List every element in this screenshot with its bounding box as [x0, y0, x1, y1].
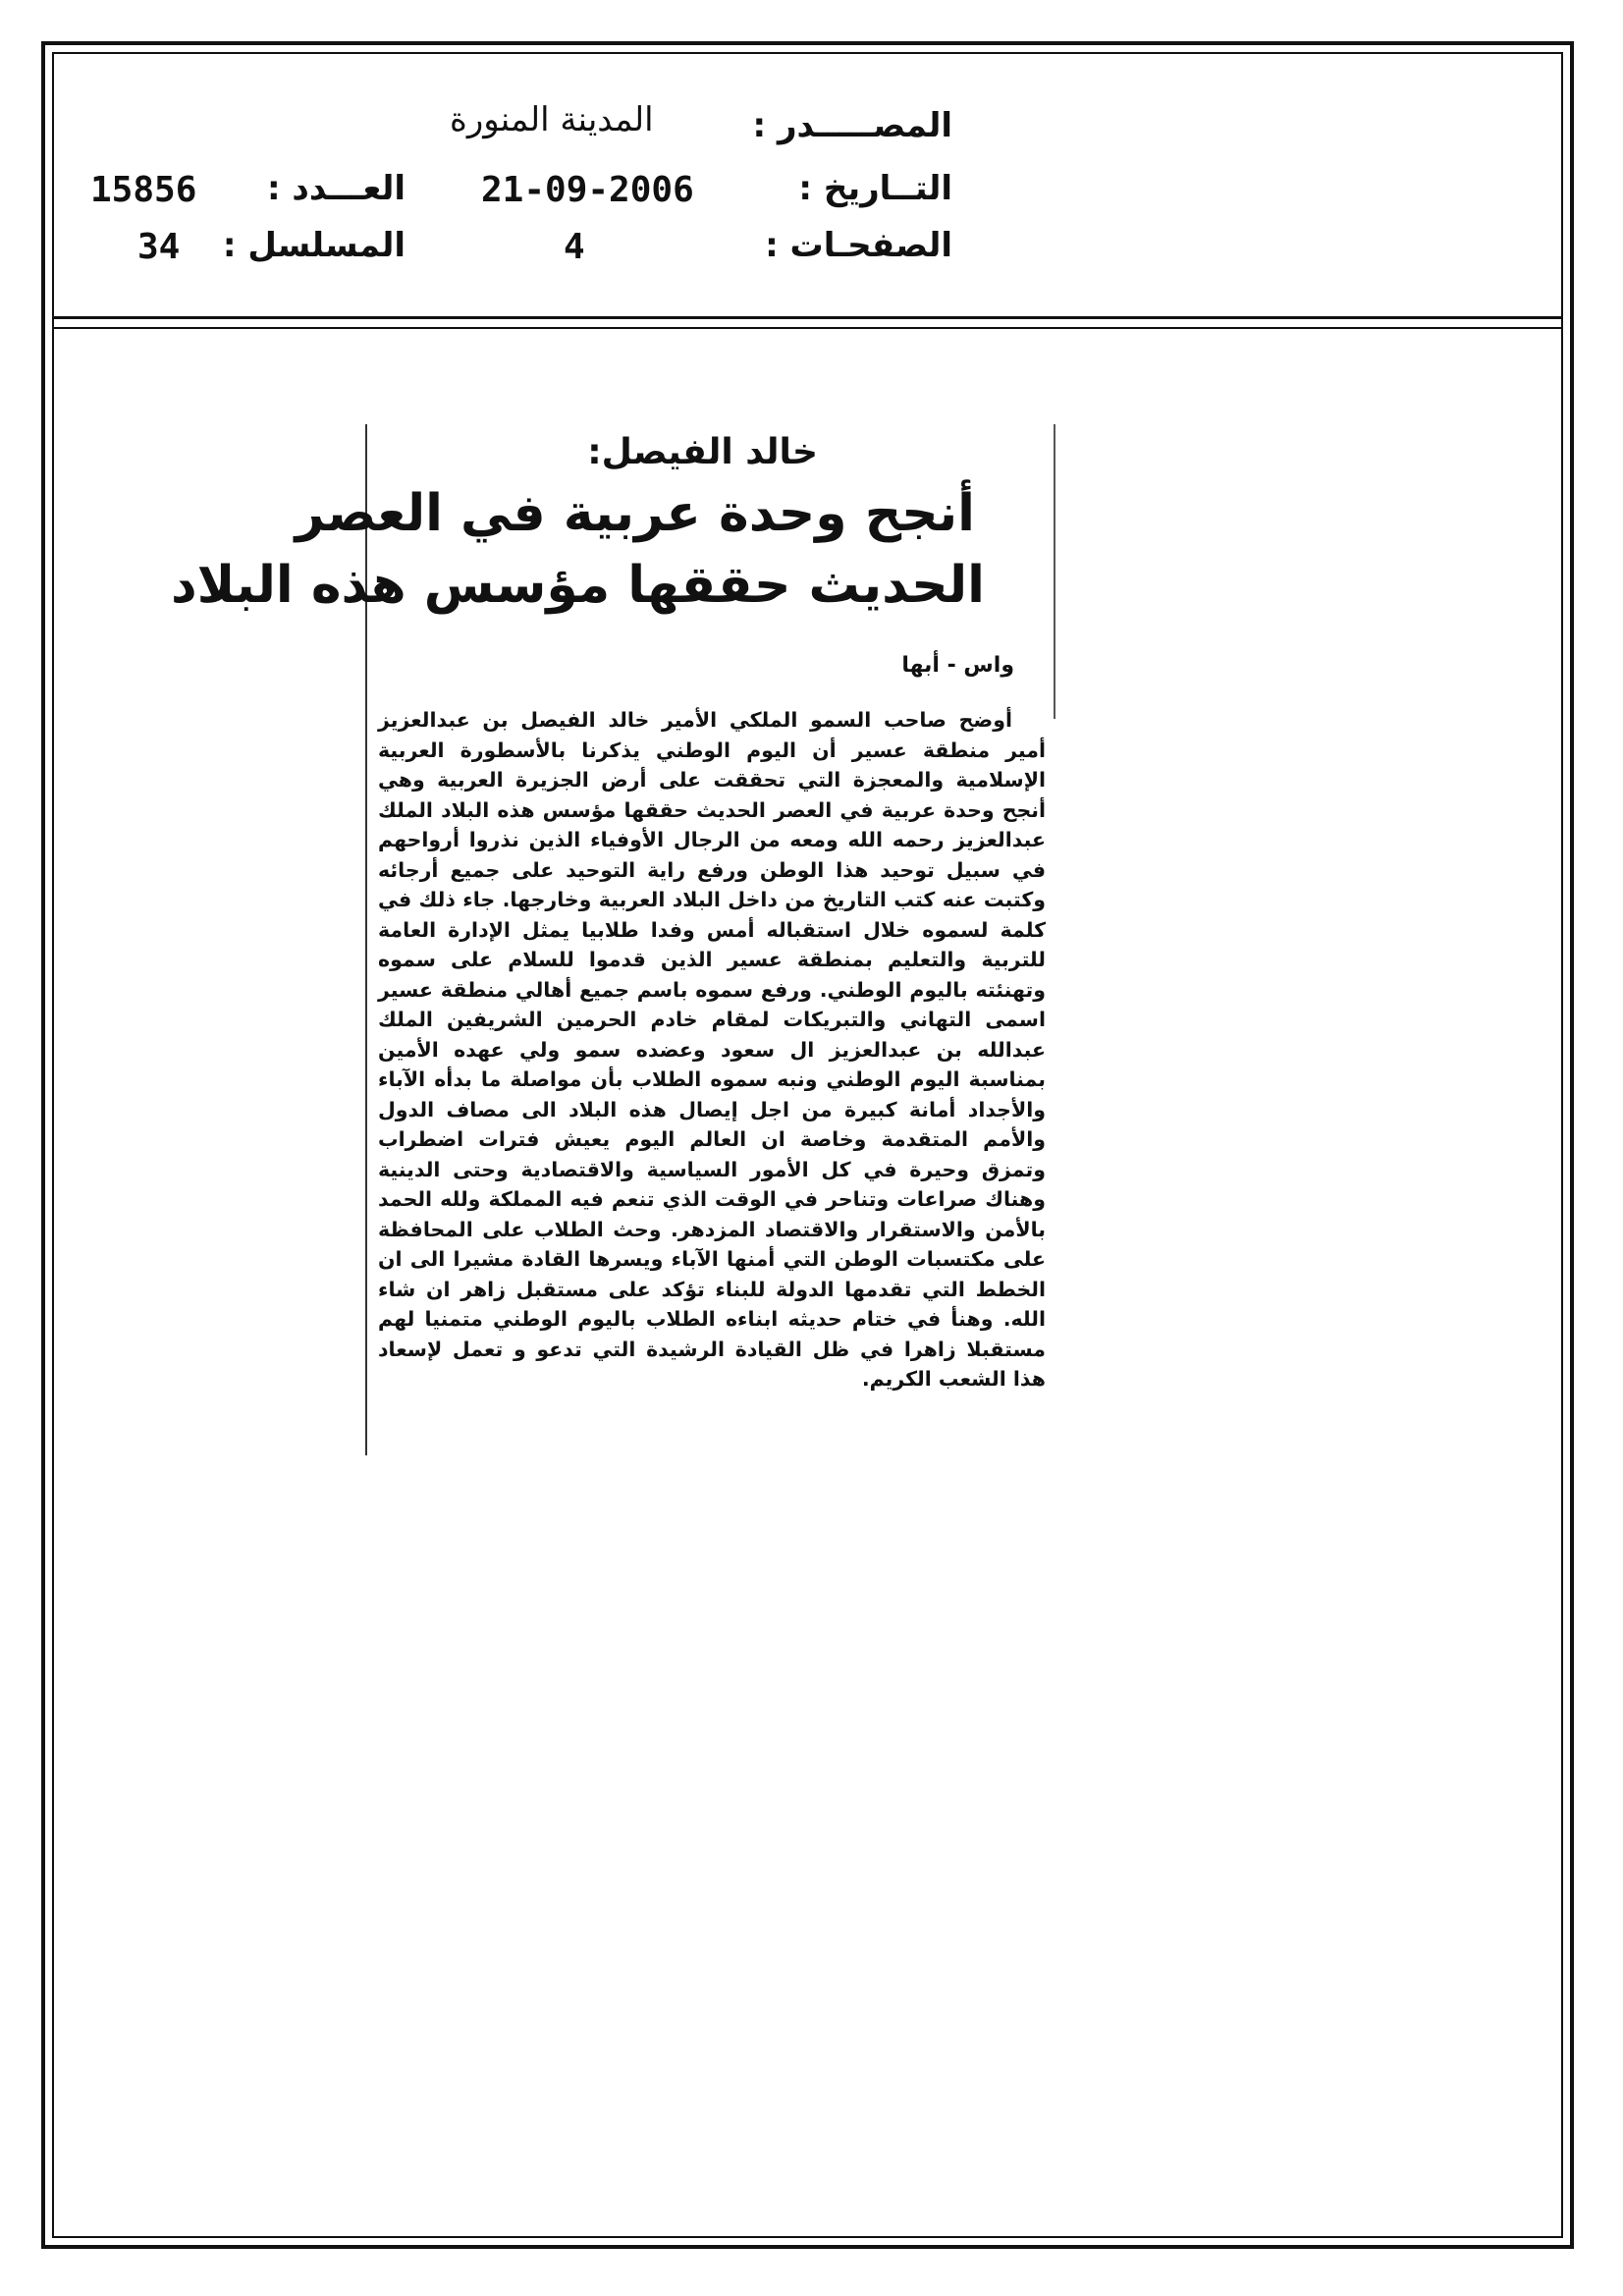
source-value: المدينة المنورة: [450, 100, 654, 139]
header-divider: [52, 316, 1563, 319]
article-byline: واس - أبها: [901, 653, 1014, 678]
article-body: [378, 705, 1046, 1394]
pages-value: 4: [564, 227, 585, 267]
header-divider-secondary: [52, 327, 1563, 329]
article-kicker: خالد الفيصل:: [587, 432, 818, 472]
date-value: 21-09-2006: [481, 170, 694, 210]
clipping-edge-right: [1054, 424, 1055, 719]
date-label: التــاريخ :: [798, 169, 952, 208]
source-label: المصـــــدر :: [752, 106, 952, 145]
pages-label: الصفحـات :: [765, 226, 952, 265]
issue-value: 15856: [90, 170, 197, 210]
serial-label: المسلسل :: [222, 226, 406, 265]
article-body-paragraph: أوضح صاحب السمو الملكي الأمير خالد الفيصل بن عبدالعزيز أمير منطقة عسير أن اليوم الوطني يذكرنا بالأسطورة العربية الإسلامية والمعجزة التي تحققت على أرض الجزيرة العربية وهي أنجح وحدة عربية في العصر الحديث حققها مؤسس هذه البلاد الملك عبدالعزيز رحمه الله ومعه من الرجال الأوفياء الذين نذروا أرواحهم في سبيل توحيد هذا الوطن ورفع راية التوحيد على جميع أرجائه وكتبت عنه كتب التاريخ من داخل البلاد العربية وخارجها. جاء ذلك في كلمة لسموه خلال استقباله أمس وفدا طلابيا يمثل الإدارة العامة للتربية والتعليم بمنطقة عسير الذين قدموا للسلام على سموه وتهنئته باليوم الوطني. ورفع سموه باسم جميع أهالي منطقة عسير اسمى التهاني والتبريكات لمقام خادم الحرمين الشريفين الملك عبدالله بن عبدالعزيز ال سعود وعضده سمو ولي عهده الأمين بمناسبة اليوم الوطني ونبه سموه الطلاب بأن مواصلة ما بدأه الآباء والأجداد أمانة كبيرة من اجل إيصال هذه البلاد الى مصاف الدول والأمم المتقدمة وخاصة ان العالم اليوم يعيش فترات اضطراب وتمزق وحيرة في كل الأمور السياسية والاقتصادية وحتى الدينية وهناك صراعات وتناحر في الوقت الذي تنعم فيه المملكة ولله الحمد بالأمن والاستقرار والاقتصاد المزدهر. وحث الطلاب على المحافظة على مكتسبات الوطن التي أمنها الآباء ويسرها القادة مشيرا الى ان الخطط التي تقدمها الدولة للبناء تؤكد على مستقبل زاهر ان شاء الله. وهنأ في ختام حديثه ابناءه الطلاب باليوم الوطني متمنيا لهم مستقبلا زاهرا في ظل القيادة الرشيدة التي تدعو و تعمل لإسعاد هذا الشعب الكريم.: [378, 708, 1046, 1391]
article-headline-line1: أنجح وحدة عربية في العصر: [295, 484, 975, 543]
issue-label: العـــدد :: [267, 169, 406, 208]
article-headline-line2: الحديث حققها مؤسس هذه البلاد: [170, 556, 985, 615]
serial-value: 34: [137, 227, 181, 267]
